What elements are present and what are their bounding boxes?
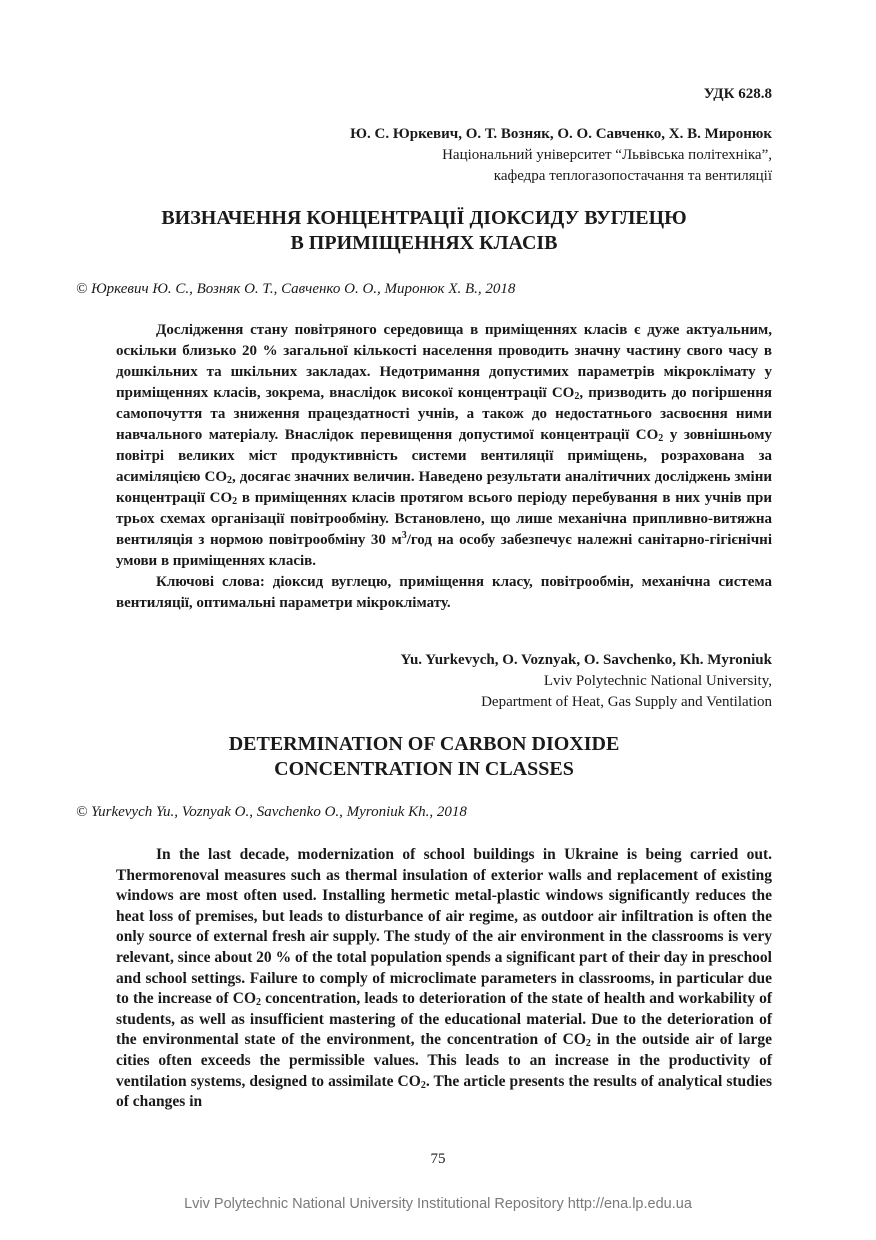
en-title-line-1: DETERMINATION OF CARBON DIOXIDE — [228, 733, 620, 755]
en-abstract-paragraph: In the last decade, modernization of school buildings in Ukraine is being carried out. Thermorenoval measures such as thermal insulation of exterior walls and replacement of existing windows are most often used. Installing hermetic metal-plastic windows significantly reduces the heat loss of premises, but leads to disturbance of air regime, as outdoor air infiltration is often the only source of external fresh air supply. The study of the air environment in the classrooms is very relevant, since about 20 % of the total population spends a significant part of their day in preschool and school settings. Failure to comply of microclimate parameters in classrooms, in particular due to the increase of $CO_2$ concentration, leads to deterioration of the state of health and workability of students, as well as insufficient mastering of the educational material. Due to the deterioration of the environmental state of the environment, the concentration of $CO_2$ in the outside air of large cities often exceeds the permissible values. This leads to an increase in the productivity of ventilation systems, designed to assimilate $CO_2$. The article presents the results of analytical studies of changes in — [116, 846, 773, 1111]
udk-code: УДК 628.8 — [703, 86, 772, 102]
en-affiliation-1: Lviv Polytechnic National University, — [543, 673, 772, 689]
en-copyright: © Yurkevych Yu., Voznyak O., Savchenko O., Myroniuk Kh., 2018 — [76, 804, 467, 820]
en-author-block — [401, 650, 773, 713]
en-affiliation-2: Department of Heat, Gas Supply and Ventilation — [481, 694, 772, 710]
en-abstract — [116, 845, 772, 1113]
ua-abstract-paragraph: Дослідження стану повітряного середовища в приміщеннях класів є дуже актуальним, оскільки близько 20 % загальної кількості населення проводить значну частину свого часу в дошкільних та шкільних закладах. Недотримання допустимих параметрів мікроклімату у приміщеннях класів, зокрема, внаслідок високої концентрації $CO_2$, призводить до погіршення самопочуття та зниження працездатності учнів, а також до недостатнього засвоєння ними навчального матеріалу. Внаслідок перевищення допустимої концентрації $CO_2$ у зовнішньому повітрі великих міст продуктивність системи вентиляції приміщень, розрахована за асиміляцією $CO_2$, досягає значних величин. Наведено результати аналітичних досліджень зміни концентрації $CO_2$ в приміщеннях класів протягом всього періоду перебування в них учнів при трьох схемах організації повітрообміну. Встановлено, що лише механічна припливно-витяжна вентиляція з нормою повітрообміну 30 $м^3$/год на особу забезпечує належні санітарно-гігієнічні умови в приміщеннях класів. — [116, 322, 773, 569]
ua-authors: Ю. С. Юркевич, О. Т. Возняк, О. О. Савченко, Х. В. Миронюк — [350, 126, 772, 142]
ua-author-block — [350, 124, 772, 187]
ua-copyright: © Юркевич Ю. С., Возняк О. Т., Савченко О. О., Миронюк Х. В., 2018 — [76, 281, 516, 297]
en-title-line-2: CONCENTRATION IN CLASSES — [274, 758, 574, 780]
en-authors: Yu. Yurkevych, O. Voznyak, O. Savchenko, Kh. Myroniuk — [400, 652, 772, 668]
page-number: 75 — [430, 1151, 446, 1167]
ua-title — [76, 206, 772, 256]
ua-title-line-2: В ПРИМІЩЕННЯХ КЛАСІВ — [290, 232, 558, 254]
repository-footer: Lviv Polytechnic National University Institutional Repository http://ena.lp.edu.ua — [184, 1196, 692, 1212]
ua-affiliation-2: кафедра теплогазопостачання та вентиляції — [493, 168, 772, 184]
ua-abstract — [116, 320, 772, 614]
ua-title-line-1: ВИЗНАЧЕННЯ КОНЦЕНТРАЦІЇ ДІОКСИДУ ВУГЛЕЦЮ — [161, 207, 687, 229]
ua-keywords: Ключові слова: діоксид вуглецю, приміщення класу, повітрообмін, механічна система вентиляції, оптимальні параметри мікроклімату. — [116, 574, 772, 611]
en-title — [76, 732, 772, 782]
ua-affiliation-1: Національний університет “Львівська політехніка”, — [442, 147, 772, 163]
